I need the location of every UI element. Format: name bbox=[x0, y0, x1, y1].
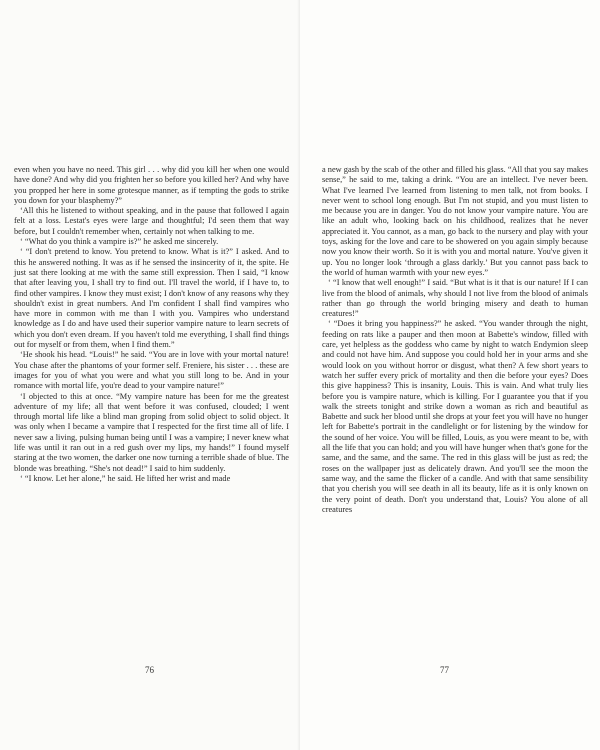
page-number-left: 76 bbox=[145, 665, 154, 675]
paragraph: ‘He shook his head. “Louis!” he said. “You are in love with your mortal nature! You chase after the phantoms of your former self. Freniere, his sister . . . these are images for you of what you were and what you still long to be. And in your romance with mortal life, you're dead to your vampire nature!” bbox=[14, 350, 289, 391]
paragraph: ‘ “I know. Let her alone,” he said. He lifted her wrist and made bbox=[20, 473, 231, 483]
paragraph: even when you have no need. This girl . . . why did you kill her when one would have done? And why did you frighten her so before you killed her? And why have you propped her here in some grotesque manner, as if tempting the gods to strike you down for your blasphemy?” bbox=[14, 165, 289, 205]
paragraph: ‘ “Does it bring you happiness?” he asked. “You wander through the night, feeding on rats like a pauper and then moon at Babette's window, filled with care, yet helpless as the goddess who came by night to watch Endymion sleep and could not have him. And suppose you could hold her in your arms and she would look on you without horror or disgust, what then? A few short years to watch her suffer every prick of mortality and then die before your eyes? Does this give happiness? This is insanity, Louis. This is vain. And what truly lies before you is vampire nature, which is killing. For I guarantee you that if you walk the streets tonight and strike down a woman as rich and beautiful as Babette and suck her blood until she drops at your feet you will have no hunger left for Babette's portrait in the candlelight or for listening by the window for the sound of her voice. You will be filled, Louis, as you were meant to be, with all the life that you can hold; and you will have hunger when that's gone for the same, and the same, and the same. The red in this glass will be just as red; the roses on the wallpaper just as delicately drawn. And you'll see the moon the same way, and the same the flicker of a candle. And with that same sensibility that you cherish you will see death in all its beauty, life as it is only known on the very point of death. Don't you understand that, Louis? You alone of all creatures bbox=[322, 319, 588, 514]
page-number-right: 77 bbox=[440, 665, 449, 675]
paragraph: ‘All this he listened to without speaking, and in the pause that followed I again felt at a loss. Lestat's eyes were large and thoughtful; I'd seen them that way before, but I couldn't remember when, certainly not when talking to me. bbox=[14, 206, 289, 236]
paragraph: ‘ “I know that well enough!” I said. “But what is it that is our nature! If I can live from the blood of animals, why should I not live from the blood of animals rather than go through the world bringing misery and death to human creatures!” bbox=[322, 278, 588, 319]
right-page-text bbox=[322, 165, 588, 515]
paragraph: ‘ “I don't pretend to know. You pretend to know. What is it?” I asked. And to this he answered nothing. It was as if he sensed the insincerity of it, the spite. He just sat there looking at me with the same still expression. Then I said, “I know that after leaving you, I shall try to find out. I'll travel the world, if I have to, to find other vampires. I know they must exist; I don't know of any reasons why they shouldn't exist in great numbers. And I'm confident I shall find vampires who have more in common with me than I with you. Vampires who understand knowledge as I do and have used their superior vampire nature to learn secrets of which you don't even dream. If you haven't told me everything, I shall find things out for myself or from them, when I find them.” bbox=[14, 247, 289, 350]
right-page bbox=[300, 0, 600, 750]
paragraph: ‘ “What do you think a vampire is?” he asked me sincerely. bbox=[20, 237, 219, 247]
paragraph: ‘I objected to this at once. “My vampire nature has been for me the greatest adventure of my life; all that went before it was confused, clouded; I went through mortal life like a blind man groping from solid object to solid object. It was only when I became a vampire that I respected for the first time all of life. I never saw a living, pulsing human being until I was a vampire; I never knew what life was until it ran out in a red gush over my lips, my hands!” I found myself staring at the two women, the darker one now turning a terrible shade of blue. The blonde was breathing. “She's not dead!” I said to him suddenly. bbox=[14, 391, 289, 473]
paragraph: a new gash by the scab of the other and filled his glass. “All that you say makes sense,” he said to me, taking a drink. “You are an intellect. I've never been. What I've learned I've learned from listening to men talk, not from books. I never went to school long enough. But I'm not stupid, and you must listen to me because you are in danger. You do not know your vampire nature. You are like an adult who, looking back on his childhood, realizes that he never appreciated it. You cannot, as a man, go back to the nursery and play with your toys, asking for the love and care to be showered on you again simply because now you know their worth. So it is with you and mortal nature. You've given it up. You no longer look ‘through a glass darkly.’ But you cannot pass back to the world of human warmth with your new eyes.” bbox=[322, 165, 589, 277]
left-page-text bbox=[14, 165, 289, 484]
